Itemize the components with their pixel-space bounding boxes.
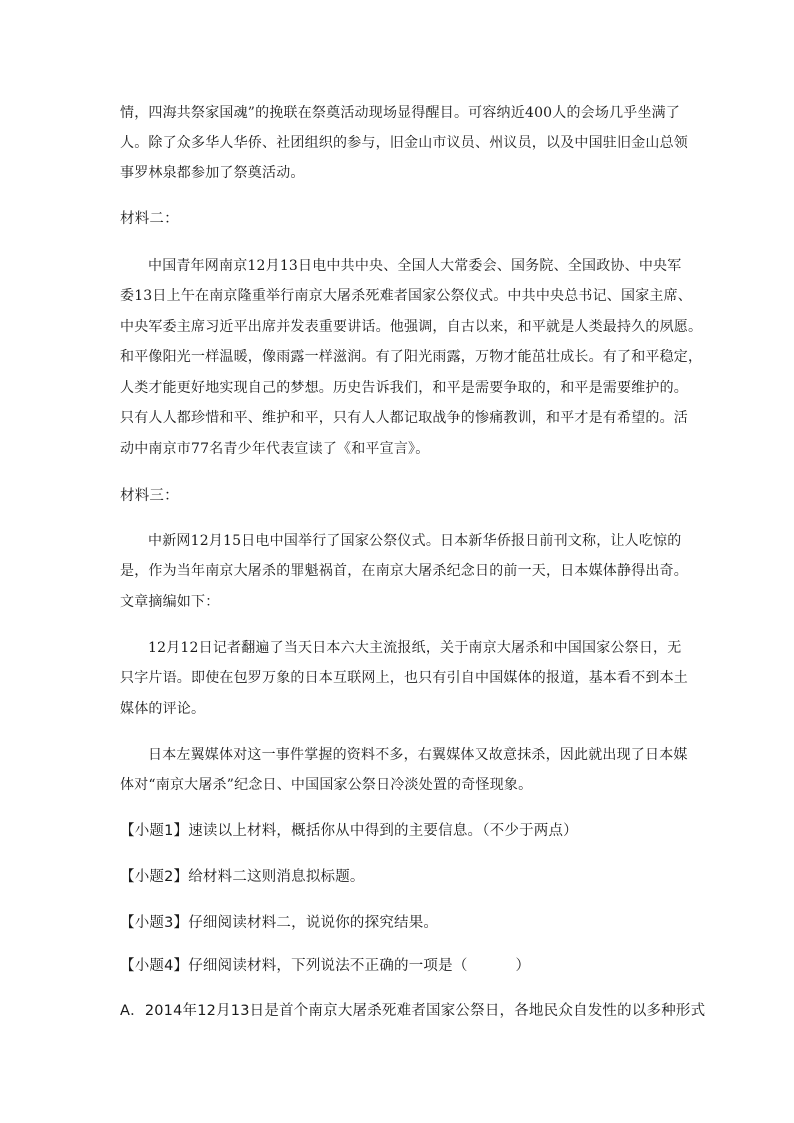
- intro-line-1: 情，四海共祭家国魂”的挽联在祭奠活动现场显得醒目。可容纳近400人的会场几乎坐满了: [120, 105, 681, 121]
- material3-heading: 材料三：: [120, 488, 179, 504]
- intro-line-3: 事罗林泉都参加了祭奠活动。: [120, 165, 305, 181]
- intro-line-2: 人。除了众多华人华侨、社团组织的参与，旧金山市议员、州议员，以及中国驻旧金山总领: [120, 135, 688, 151]
- material2-heading: 材料二：: [120, 211, 179, 227]
- question-3: 【小题3】仔细阅读材料二，说说你的探究结果。: [120, 915, 439, 931]
- question-4: [120, 956, 530, 976]
- material3-para2-line-2: 只字片语。即使在包罗万象的日本互联网上，也只有引自中国媒体的报道，基本看不到本土: [120, 670, 688, 686]
- question-1: 【小题1】速读以上材料，概括你从中得到的主要信息。（不少于两点）: [120, 823, 578, 839]
- material3-para2-line-1: 12月12日记者翻遍了当天日本六大主流报纸，关于南京大屠杀和中国国家公祭日，无: [148, 640, 682, 656]
- material2-line-2: 委13日上午在南京隆重举行南京大屠杀死难者国家公祭仪式。中共中央总书记、国家主席、: [120, 288, 693, 304]
- material2-line-5: 人类才能更好地实现自己的梦想。历史告诉我们，和平是需要争取的，和平是需要维护的。: [120, 380, 688, 396]
- material2-line-7: 动中南京市77名青少年代表宣读了《和平宣言》。: [120, 441, 430, 457]
- question-4-text: 【小题4】仔细阅读材料，下列说法不正确的一项是（: [120, 958, 468, 974]
- material2-line-1: 中国青年网南京12月13日电中共中央、全国人大常委会、国务院、全国政协、中央军: [148, 258, 682, 274]
- material2-line-6: 只有人人都珍惜和平、维护和平，只有人人都记取战争的惨痛教训，和平才是有希望的。活: [120, 410, 688, 426]
- material2-line-3: 中央军委主席习近平出席并发表重要讲话。他强调，自古以来，和平就是人类最持久的夙愿。: [120, 319, 703, 335]
- material3-para3-line-2: 体对“南京大屠杀”纪念日、中国国家公祭日冷淡处置的奇怪现象。: [120, 777, 533, 793]
- material3-para1-line-3: 文章摘编如下：: [120, 594, 220, 610]
- material2-line-4: 和平像阳光一样温暖，像雨露一样滋润。有了阳光雨露，万物才能茁壮成长。有了和平稳定，: [120, 349, 703, 365]
- material3-para3-line-1: 日本左翼媒体对这一事件掌握的资料不多，右翼媒体又故意抹杀，因此就出现了日本媒: [148, 747, 688, 763]
- material3-para1-line-1: 中新网12月15日电中国举行了国家公祭仪式。日本新华侨报日前刊文称，让人吃惊的: [148, 533, 682, 549]
- option-a: A．2014年12月13日是首个南京大屠杀死难者国家公祭日，各地民众自发性的以多种形式: [120, 1003, 706, 1019]
- question-4-close: ）: [515, 958, 531, 974]
- question-2: 【小题2】给材料二这则消息拟标题。: [120, 869, 365, 885]
- material3-para1-line-2: 是，作为当年南京大屠杀的罪魁祸首，在南京大屠杀纪念日的前一天，日本媒体静得出奇。: [120, 563, 688, 579]
- material3-para2-line-3: 媒体的评论。: [120, 701, 206, 717]
